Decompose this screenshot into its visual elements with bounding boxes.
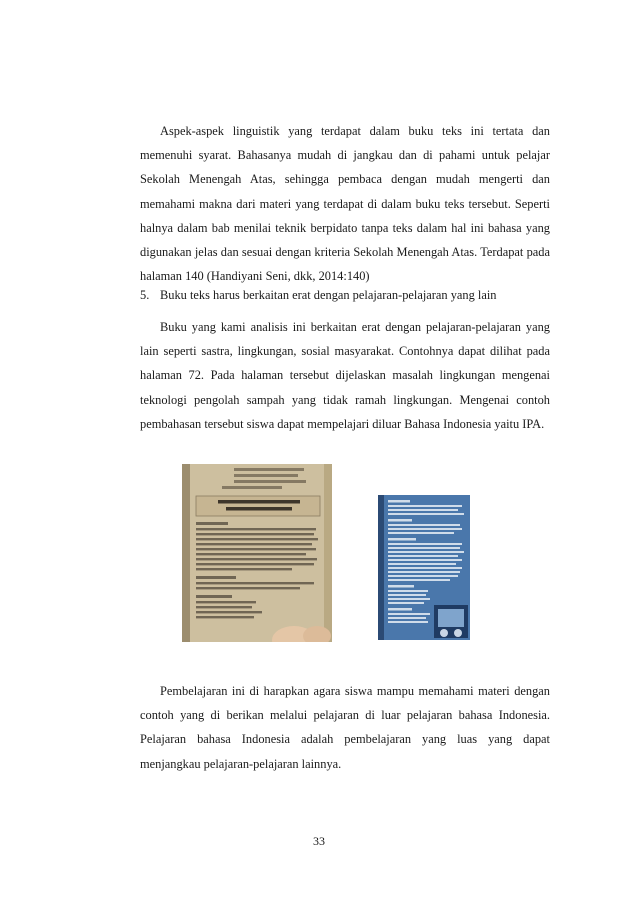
list-item-text: Buku teks harus berkaitan erat dengan pelajaran-pelajaran yang lain — [160, 288, 497, 302]
textbook-page-photo-right-image — [378, 495, 470, 640]
paragraph-learning-goal — [140, 679, 550, 776]
list-item-number: 5. — [140, 288, 150, 302]
textbook-page-photo-right — [378, 495, 470, 640]
paragraph-text: Pembelajaran ini di harapkan agara siswa mampu memahami materi dengan contoh yang di berikan melalui pelajaran di luar pelajaran bahasa Indonesia. Pelajaran bahasa Indonesia adalah pembelajaran yang luas yang dapat menjangkau pelajaran-pelajaran lainnya. — [140, 684, 550, 771]
textbook-page-photo-left — [182, 464, 332, 642]
list-item-5 — [140, 283, 496, 307]
page-number: 33 — [313, 834, 325, 848]
paragraph-text: Buku yang kami analisis ini berkaitan erat dengan pelajaran-pelajaran yang lain seperti sastra, lingkungan, sosial masyarakat. Contohnya dapat dilihat pada halaman 72. Pada halaman tersebut dijelaskan masalah lingkungan mengenai teknologi pengolah sampah yang tidak ramah lingkungan. Mengenai contoh pembahasan tersebut siswa dapat mempelajari diluar Bahasa Indonesia yaitu IPA. — [140, 320, 550, 431]
paragraph-linguistic-aspects — [140, 119, 550, 288]
textbook-page-photo-left-image — [182, 464, 332, 642]
paragraph-text: Aspek-aspek linguistik yang terdapat dalam buku teks ini tertata dan memenuhi syarat. Bahasanya mudah di jangkau dan di pahami untuk pelajar Sekolah Menengah Atas, sehingga pembaca dengan mudah mengerti dan memahami makna dari materi yang terdapat di dalam buku teks tersebut. Seperti halnya dalam bab menilai teknik berpidato tanpa teks dalam hal ini bahasa yang digunakan jelas dan sesuai dengan kriteria Sekolah Menengah Atas. Terdapat pada halaman 140 (Handiyani Seni, dkk, 2014:140) — [140, 124, 550, 284]
paragraph-related-subjects — [140, 315, 550, 436]
